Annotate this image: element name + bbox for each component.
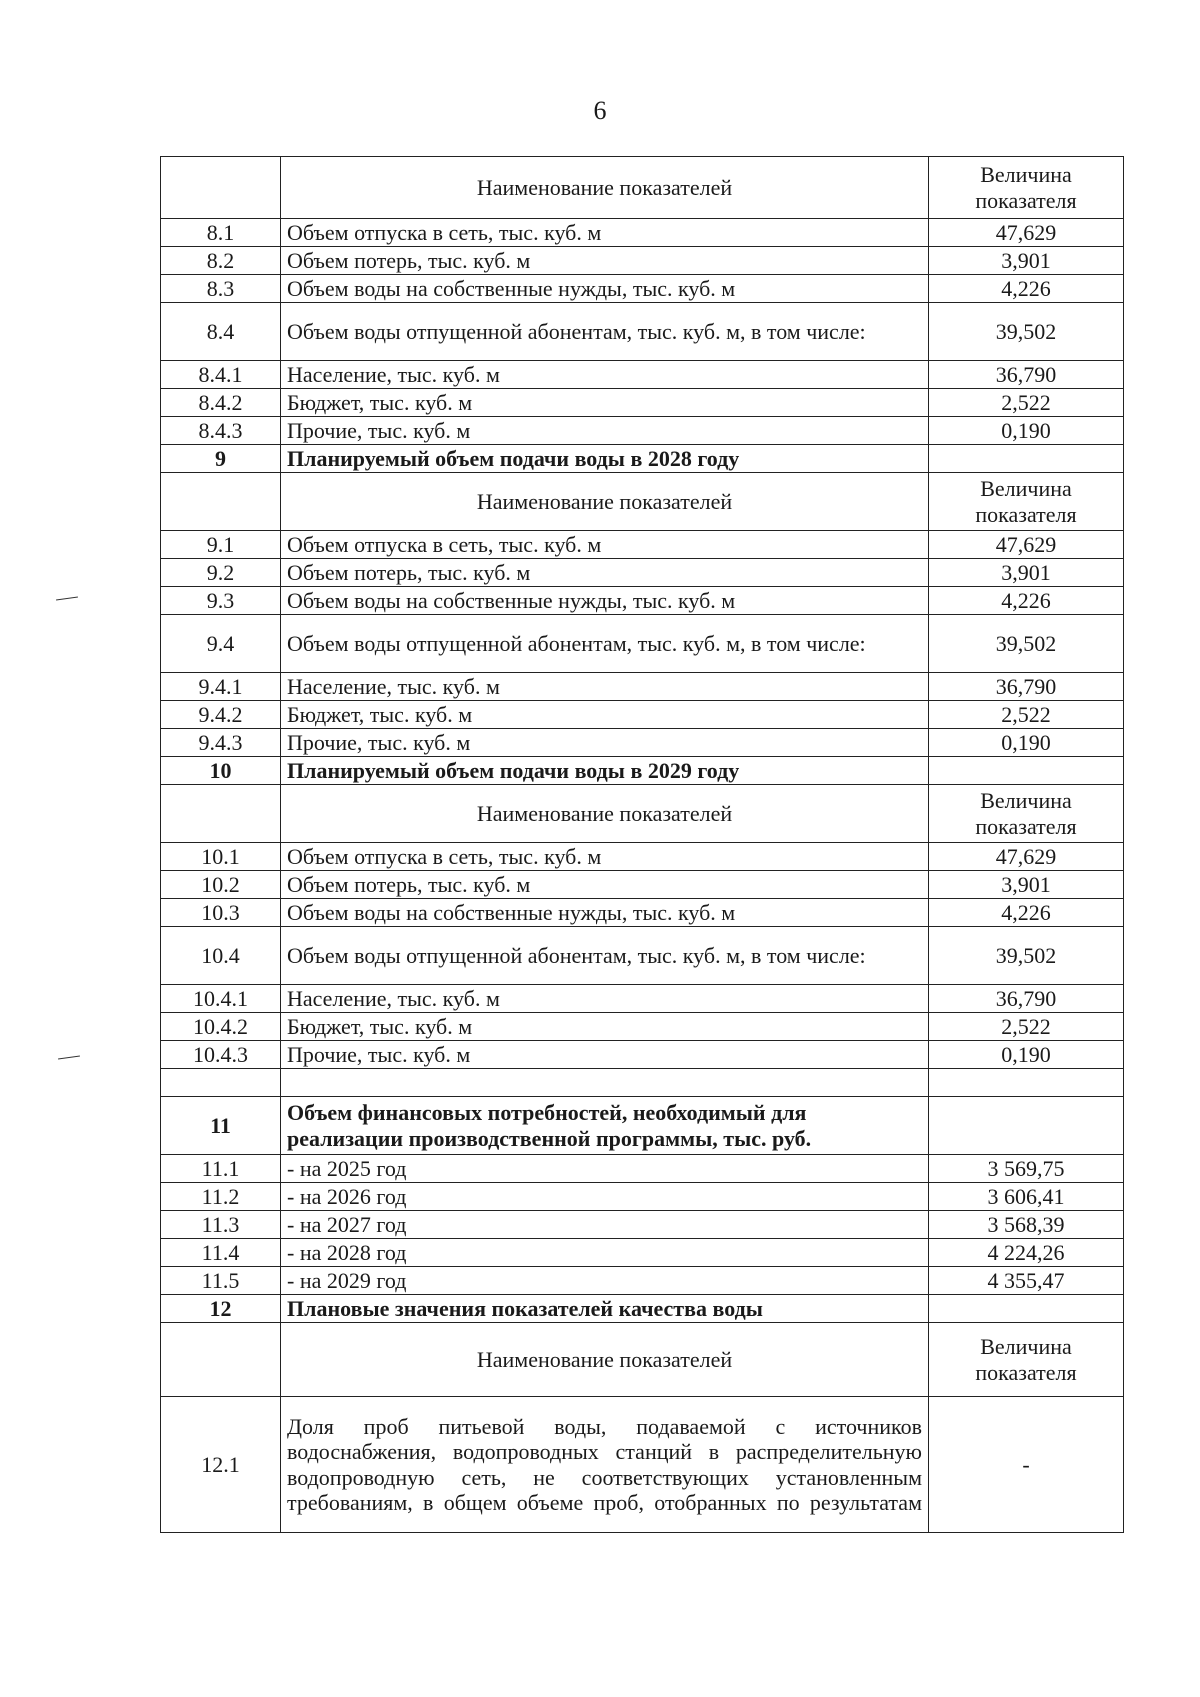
row-value: 3,901 xyxy=(929,871,1124,899)
row-name: Прочие, тыс. куб. м xyxy=(281,417,929,445)
section-num: 10 xyxy=(161,757,281,785)
table-row xyxy=(161,219,1124,247)
row-value: 4,226 xyxy=(929,899,1124,927)
table-row xyxy=(161,729,1124,757)
section-value-cell xyxy=(929,757,1124,785)
row-value: 39,502 xyxy=(929,927,1124,985)
scan-mark xyxy=(58,1055,80,1059)
table-row xyxy=(161,1013,1124,1041)
row-value: 3,901 xyxy=(929,247,1124,275)
row-num: 8.1 xyxy=(161,219,281,247)
table-row xyxy=(161,531,1124,559)
row-name: Объем потерь, тыс. куб. м xyxy=(281,247,929,275)
row-name: Объем воды отпущенной абонентам, тыс. куб. м, в том числе: xyxy=(281,615,929,673)
empty-row xyxy=(161,1069,1124,1097)
table-row xyxy=(161,1041,1124,1069)
row-name: Прочие, тыс. куб. м xyxy=(281,1041,929,1069)
header-num-cell xyxy=(161,785,281,843)
row-value: 39,502 xyxy=(929,303,1124,361)
table-row xyxy=(161,1397,1124,1533)
table-header-row xyxy=(161,1323,1124,1397)
row-name: - на 2027 год xyxy=(281,1211,929,1239)
row-name: Объем отпуска в сеть, тыс. куб. м xyxy=(281,219,929,247)
row-value: 2,522 xyxy=(929,701,1124,729)
row-num: 11.4 xyxy=(161,1239,281,1267)
section-value-cell xyxy=(929,445,1124,473)
table-header-row xyxy=(161,785,1124,843)
row-name: Объем воды на собственные нужды, тыс. куб. м xyxy=(281,899,929,927)
row-value: 39,502 xyxy=(929,615,1124,673)
row-num: 8.4.2 xyxy=(161,389,281,417)
row-num: 10.3 xyxy=(161,899,281,927)
row-value: 47,629 xyxy=(929,843,1124,871)
table-row xyxy=(161,559,1124,587)
row-num: 10.2 xyxy=(161,871,281,899)
row-num: 10.1 xyxy=(161,843,281,871)
row-value: 3 568,39 xyxy=(929,1211,1124,1239)
row-name: - на 2028 год xyxy=(281,1239,929,1267)
row-num: 9.4.3 xyxy=(161,729,281,757)
row-name: Объем воды на собственные нужды, тыс. куб. м xyxy=(281,275,929,303)
table-row xyxy=(161,417,1124,445)
row-num: 10.4.1 xyxy=(161,985,281,1013)
row-num: 9.4.1 xyxy=(161,673,281,701)
row-value: 3 569,75 xyxy=(929,1155,1124,1183)
header-value: Величина показателя xyxy=(929,1323,1124,1397)
section-num: 9 xyxy=(161,445,281,473)
row-value: 4 355,47 xyxy=(929,1267,1124,1295)
row-value: 47,629 xyxy=(929,219,1124,247)
table-row xyxy=(161,389,1124,417)
row-num: 8.2 xyxy=(161,247,281,275)
table-row xyxy=(161,1183,1124,1211)
row-name: - на 2025 год xyxy=(281,1155,929,1183)
empty-cell xyxy=(161,1069,281,1097)
row-num: 10.4.3 xyxy=(161,1041,281,1069)
row-num: 11.3 xyxy=(161,1211,281,1239)
row-name: Население, тыс. куб. м xyxy=(281,673,929,701)
row-name: Население, тыс. куб. м xyxy=(281,985,929,1013)
table-row xyxy=(161,899,1124,927)
table-row xyxy=(161,673,1124,701)
table-row xyxy=(161,361,1124,389)
table-row xyxy=(161,927,1124,985)
section-title: Плановые значения показателей качества воды xyxy=(281,1295,929,1323)
row-name: Объем отпуска в сеть, тыс. куб. м xyxy=(281,531,929,559)
row-value: 3,901 xyxy=(929,559,1124,587)
indicator-table xyxy=(160,156,1124,1533)
row-num: 8.4 xyxy=(161,303,281,361)
row-num: 11.1 xyxy=(161,1155,281,1183)
row-name: - на 2029 год xyxy=(281,1267,929,1295)
row-num: 8.4.3 xyxy=(161,417,281,445)
row-num: 12.1 xyxy=(161,1397,281,1533)
table-header-row xyxy=(161,157,1124,219)
row-num: 9.3 xyxy=(161,587,281,615)
row-value: 4 224,26 xyxy=(929,1239,1124,1267)
header-num-cell xyxy=(161,473,281,531)
section-title: Объем финансовых потребностей, необходимый для реализации производственной программы, тыс. руб. xyxy=(281,1097,929,1155)
row-name: Доля проб питьевой воды, подаваемой с источников водоснабжения, водопроводных станций в распределительную водопроводную сеть, не соответствующих установленным требованиям, в общем объеме проб, отобранных по результатам xyxy=(281,1397,929,1533)
row-value: 47,629 xyxy=(929,531,1124,559)
row-value: 36,790 xyxy=(929,673,1124,701)
table-row xyxy=(161,843,1124,871)
table-row xyxy=(161,1211,1124,1239)
row-value: 0,190 xyxy=(929,417,1124,445)
table-row xyxy=(161,275,1124,303)
table-row xyxy=(161,1267,1124,1295)
empty-cell xyxy=(929,1069,1124,1097)
table-row xyxy=(161,701,1124,729)
table-row xyxy=(161,985,1124,1013)
header-value: Величина показателя xyxy=(929,473,1124,531)
header-num-cell xyxy=(161,157,281,219)
page-number: 6 xyxy=(593,96,607,125)
row-num: 11.5 xyxy=(161,1267,281,1295)
row-num: 9.4.2 xyxy=(161,701,281,729)
row-value: 36,790 xyxy=(929,361,1124,389)
table-row xyxy=(161,587,1124,615)
empty-cell xyxy=(281,1069,929,1097)
row-num: 9.2 xyxy=(161,559,281,587)
row-name: Объем потерь, тыс. куб. м xyxy=(281,559,929,587)
row-value: 0,190 xyxy=(929,1041,1124,1069)
table-header-row xyxy=(161,473,1124,531)
row-value: 4,226 xyxy=(929,587,1124,615)
row-num: 8.4.1 xyxy=(161,361,281,389)
row-value: 3 606,41 xyxy=(929,1183,1124,1211)
row-num: 10.4.2 xyxy=(161,1013,281,1041)
section-row xyxy=(161,1295,1124,1323)
row-name: - на 2026 год xyxy=(281,1183,929,1211)
table-row xyxy=(161,615,1124,673)
header-name: Наименование показателей xyxy=(281,473,929,531)
row-num: 8.3 xyxy=(161,275,281,303)
row-value: 2,522 xyxy=(929,1013,1124,1041)
table-row xyxy=(161,1239,1124,1267)
scan-mark xyxy=(56,596,78,600)
row-value: 4,226 xyxy=(929,275,1124,303)
header-name: Наименование показателей xyxy=(281,785,929,843)
header-value: Величина показателя xyxy=(929,785,1124,843)
table-row xyxy=(161,871,1124,899)
section-row xyxy=(161,1097,1124,1155)
row-name: Объем потерь, тыс. куб. м xyxy=(281,871,929,899)
row-name: Объем отпуска в сеть, тыс. куб. м xyxy=(281,843,929,871)
row-value: 36,790 xyxy=(929,985,1124,1013)
section-title: Планируемый объем подачи воды в 2029 году xyxy=(281,757,929,785)
row-value: 0,190 xyxy=(929,729,1124,757)
row-name: Бюджет, тыс. куб. м xyxy=(281,389,929,417)
header-name: Наименование показателей xyxy=(281,1323,929,1397)
row-name: Население, тыс. куб. м xyxy=(281,361,929,389)
row-num: 9.4 xyxy=(161,615,281,673)
section-row xyxy=(161,445,1124,473)
row-num: 9.1 xyxy=(161,531,281,559)
section-value-cell xyxy=(929,1097,1124,1155)
header-value: Величина показателя xyxy=(929,157,1124,219)
section-value-cell xyxy=(929,1295,1124,1323)
table-row xyxy=(161,303,1124,361)
row-name: Объем воды на собственные нужды, тыс. куб. м xyxy=(281,587,929,615)
row-num: 10.4 xyxy=(161,927,281,985)
section-num: 11 xyxy=(161,1097,281,1155)
row-value: - xyxy=(929,1397,1124,1533)
table-row xyxy=(161,1155,1124,1183)
row-value: 2,522 xyxy=(929,389,1124,417)
section-num: 12 xyxy=(161,1295,281,1323)
header-name: Наименование показателей xyxy=(281,157,929,219)
section-row xyxy=(161,757,1124,785)
row-name: Бюджет, тыс. куб. м xyxy=(281,1013,929,1041)
row-name: Бюджет, тыс. куб. м xyxy=(281,701,929,729)
row-name: Объем воды отпущенной абонентам, тыс. куб. м, в том числе: xyxy=(281,927,929,985)
row-num: 11.2 xyxy=(161,1183,281,1211)
header-num-cell xyxy=(161,1323,281,1397)
row-name: Прочие, тыс. куб. м xyxy=(281,729,929,757)
row-name: Объем воды отпущенной абонентам, тыс. куб. м, в том числе: xyxy=(281,303,929,361)
table-row xyxy=(161,247,1124,275)
section-title: Планируемый объем подачи воды в 2028 году xyxy=(281,445,929,473)
